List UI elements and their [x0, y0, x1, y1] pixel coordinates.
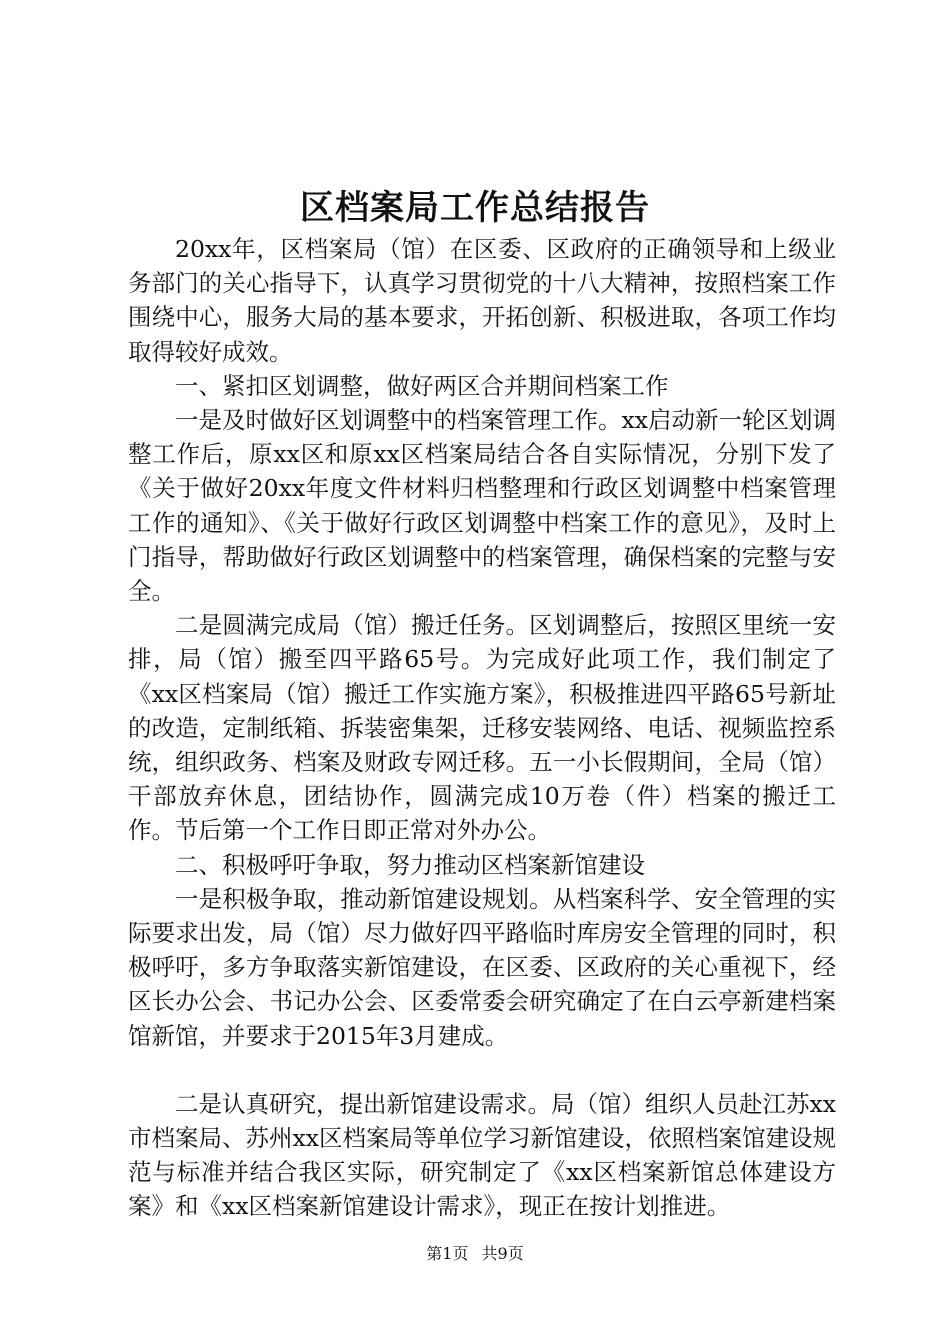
section-heading-1: 一、紧扣区划调整，做好两区合并期间档案工作	[175, 371, 669, 400]
paragraph-1: 一是及时做好区划调整中的档案管理工作。xx启动新一轮区划调整工作后，原xx区和原xx区档案局结合各自实际情况，分别下发了《关于做好20xx年度文件材料归档整理和行政区划调整中档案管理工作的通知》、《关于做好行政区划调整中档案工作的意见》，及时上门指导，帮助做好行政区划调整中的档案管理，确保档案的完整与安全。	[128, 406, 837, 606]
paragraph-3: 一是积极争取，推动新馆建设规划。从档案科学、安全管理的实际要求出发，局（馆）尽力做好四平路临时库房安全管理的同时，积极呼吁，多方争取落实新馆建设，在区委、区政府的关心重视下，经区长办公会、书记办公会、区委常委会研究确定了在白云亭新建档案馆新馆，并要求于2015年3月建成。	[128, 884, 836, 1050]
document-title: 区档案局工作总结报告	[300, 188, 650, 228]
document-body	[128, 232, 836, 1224]
paragraph-4: 二是认真研究，提出新馆建设需求。局（馆）组织人员赴江苏xx市档案局、苏州xx区档案局等单位学习新馆建设，依照档案馆建设规范与标准并结合我区实际，研究制定了《xx区档案新馆总体建设方案》和《xx区档案新馆建设计需求》，现正在按计划推进。	[128, 1089, 837, 1221]
section-heading-2: 二、积极呼吁争取，努力推动区档案新馆建设	[175, 850, 645, 879]
paragraph-2: 二是圆满完成局（馆）搬迁任务。区划调整后，按照区里统一安排，局（馆）搬至四平路65号。为完成好此项工作，我们制定了《xx区档案局（馆）搬迁工作实施方案》，积极推进四平路65号新址的改造，定制纸箱、拆装密集架，迁移安装网络、电话、视频监控系统，组织政务、档案及财政专网迁移。五一小长假期间，全局（馆）干部放弃休息，团结协作，圆满完成10万卷（件）档案的搬迁工作。节后第一个工作日即正常对外办公。	[128, 611, 836, 845]
page-number: 第1页	[426, 1244, 469, 1263]
paragraph-gap	[128, 1053, 836, 1087]
page-total: 共9页	[481, 1244, 524, 1263]
intro-paragraph: 20xx年，区档案局（馆）在区委、区政府的正确领导和上级业务部门的关心指导下，认真学习贯彻党的十八大精神，按照档案工作围绕中心，服务大局的基本要求，开拓创新、积极进取，各项工作均取得较好成效。	[128, 235, 836, 366]
page-footer	[0, 1243, 950, 1265]
